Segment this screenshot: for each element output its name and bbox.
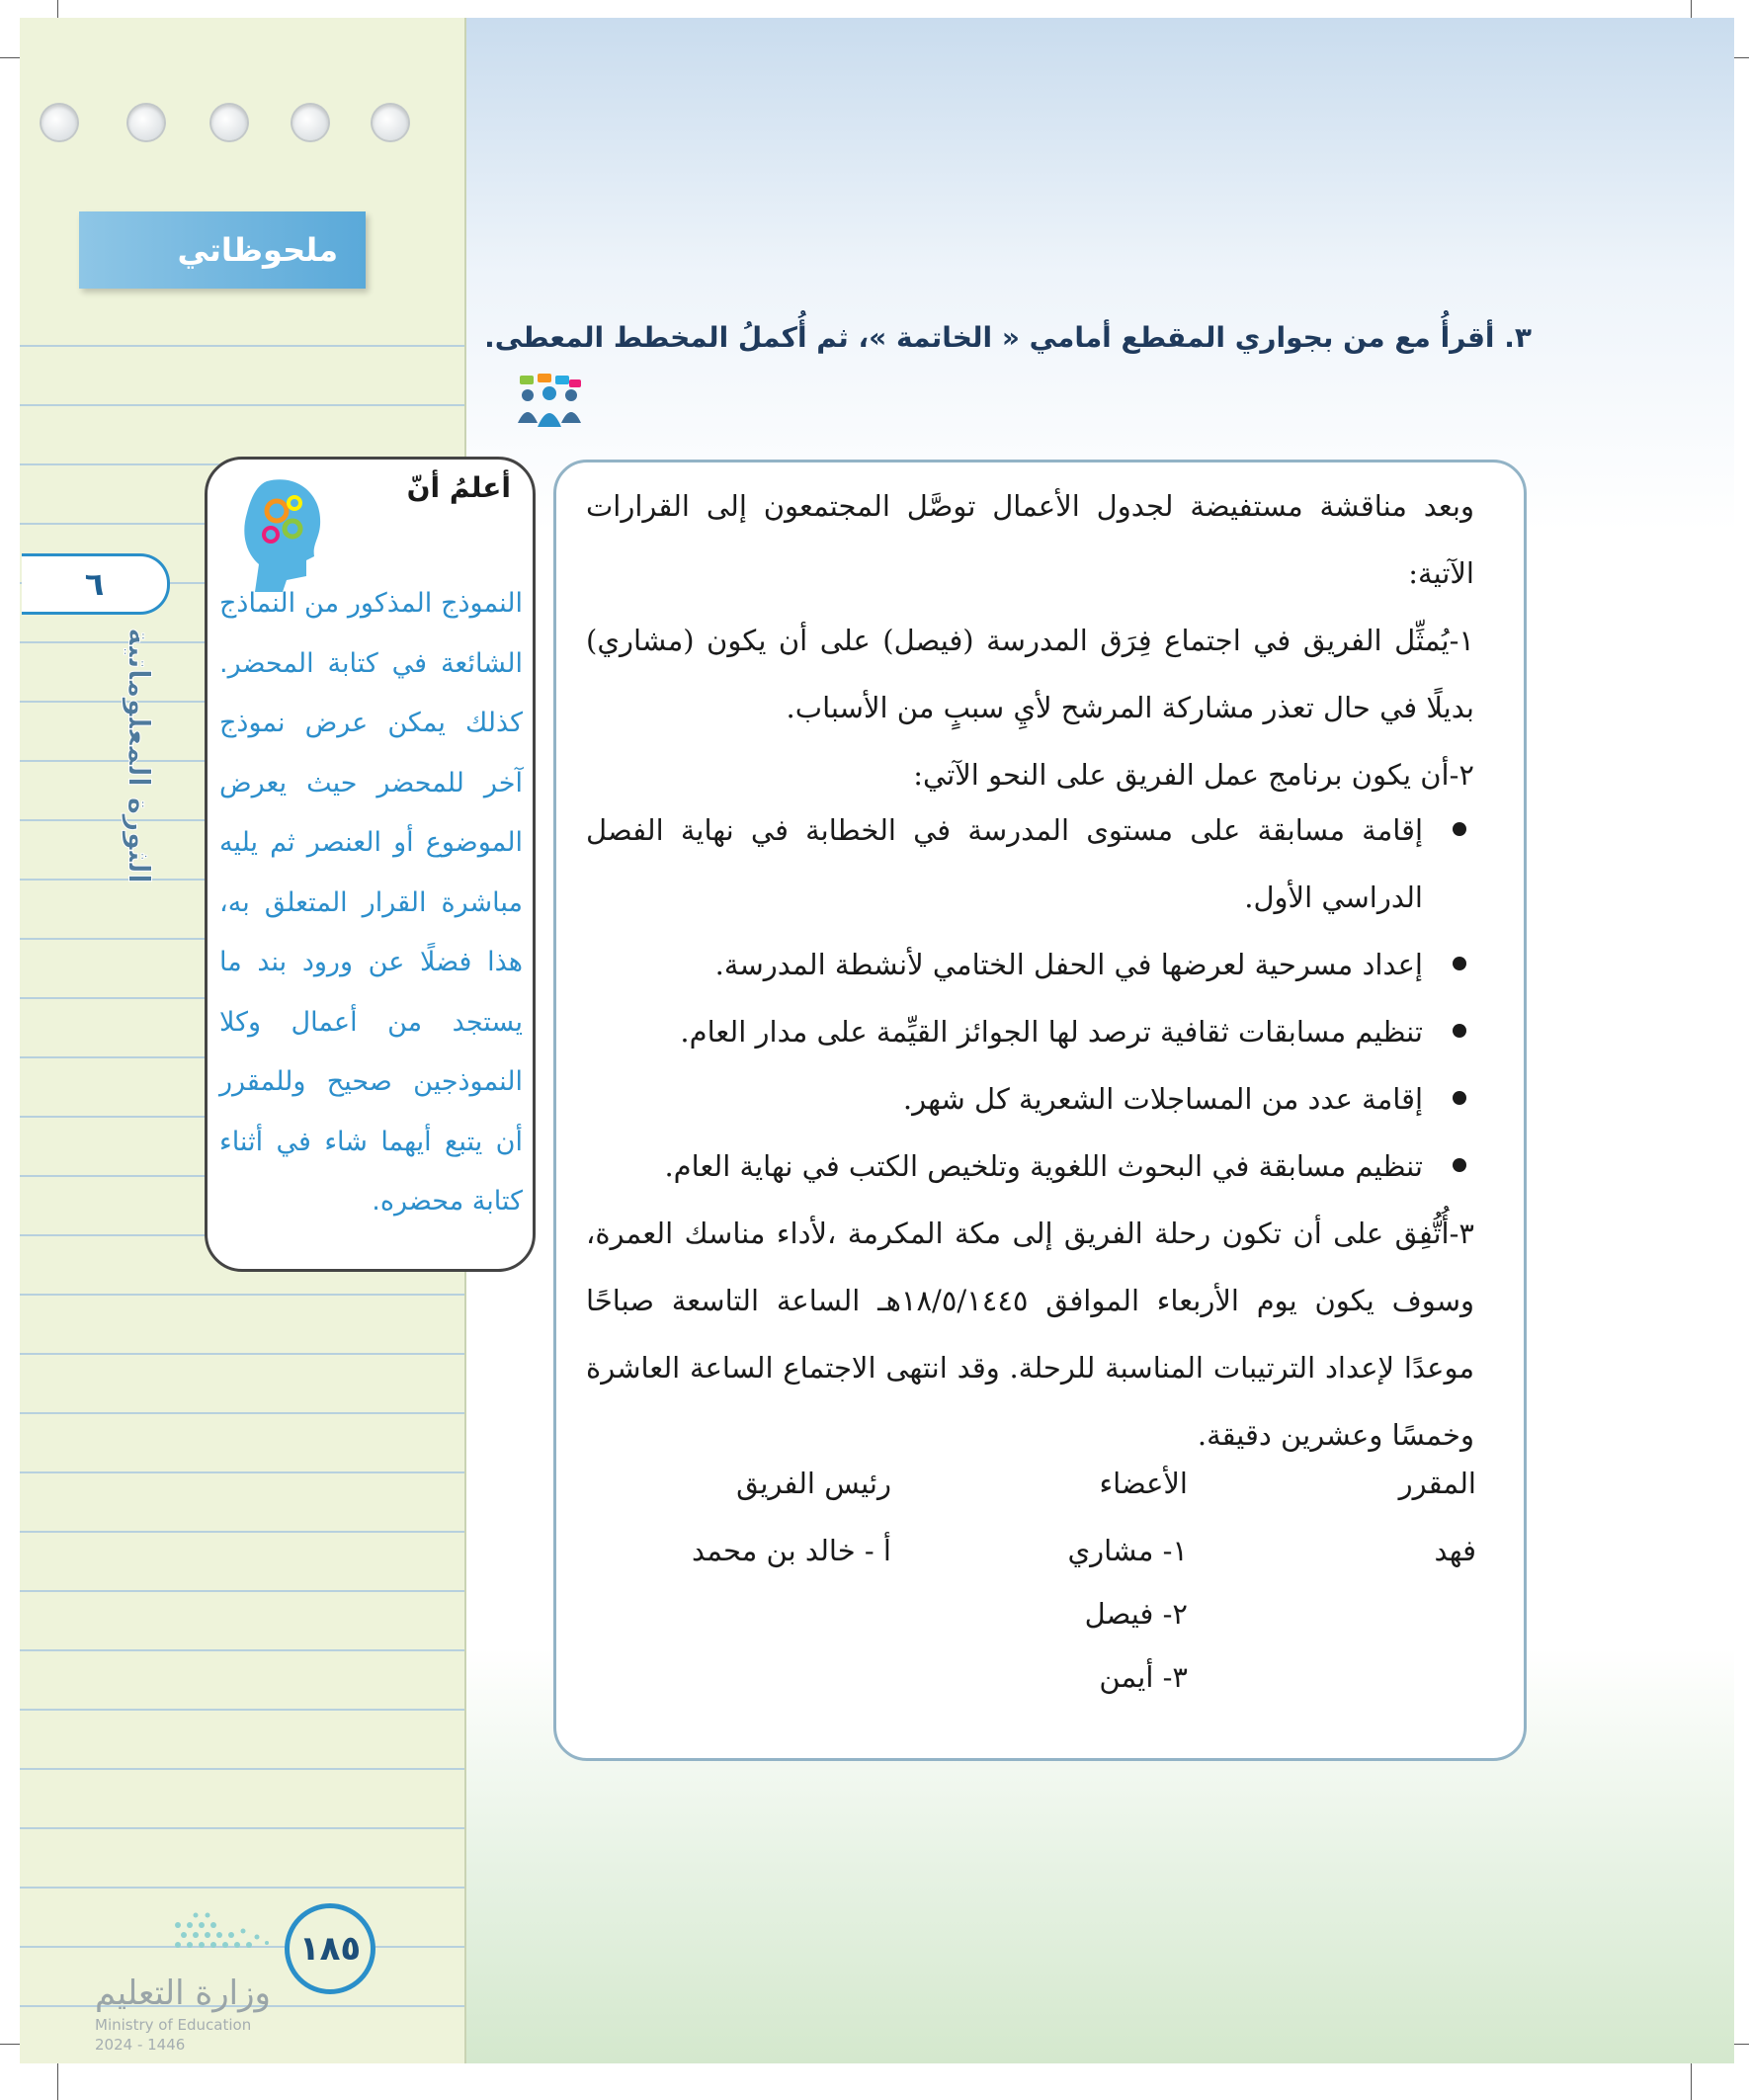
member-3: ٣- أيمن	[1099, 1660, 1188, 1694]
passage-intro: وبعد مناقشة مستفيضة لجدول الأعمال توصَّل المجتمعون إلى القرارات الآتية:	[586, 489, 1474, 590]
tip-title: أعلمُ أنّ	[406, 471, 511, 504]
crop-mark	[57, 2060, 58, 2100]
binder-hole	[373, 105, 408, 140]
edition-year: 2024 - 1446	[95, 2036, 186, 2054]
my-notes-label: ملحوظاتي	[177, 231, 338, 269]
member-2: ٢- فيصل	[1084, 1597, 1188, 1631]
binder-hole	[292, 105, 328, 140]
info-tip-box	[205, 457, 536, 1272]
binder-hole	[128, 105, 164, 140]
group-discussion-icon	[514, 374, 585, 429]
leader-label: رئيس الفريق	[736, 1467, 891, 1500]
page-number: ١٨٥	[285, 1903, 375, 1994]
members-label: الأعضاء	[1099, 1467, 1188, 1500]
reporter-label: المقرر	[1398, 1467, 1476, 1500]
meeting-minutes-passage	[553, 460, 1527, 1761]
list-item: إقامة عدد من المساجلات الشعرية كل شهر.	[586, 1065, 1474, 1133]
ministry-logo-dots	[168, 1905, 287, 1965]
chapter-title: الثورة المعلوماتية	[121, 628, 156, 884]
leader-name: أ - خالد بن محمد	[692, 1534, 891, 1567]
binder-hole	[42, 105, 77, 140]
exercise-instruction: ٣. أقرأُ مع من بجواري المقطع أمامي « الخاتمة »، ثم أُكملُ المخطط المعطى.	[484, 321, 1532, 354]
reporter-name: فهد	[1434, 1534, 1476, 1567]
ministry-name-arabic: وزارة التعليم	[95, 1974, 271, 2013]
tip-body: النموذج المذكور من النماذج الشائعة في كتابة المحضر. كذلك يمكن عرض نموذج آخر للمحضر حيث يعرض الموضوع أو العنصر ثم يليه مباشرة القرار المتعلق به، هذا فضلًا عن ورود بند ما يستجد من أعمال وكلا النموذجين صحيح وللمقرر أن يتبع أيهما شاء في أثناء كتابة محضره.	[219, 588, 523, 1217]
list-item: إقامة مسابقة على مستوى المدرسة في الخطابة في نهاية الفصل الدراسي الأول.	[586, 797, 1474, 931]
crop-mark	[1691, 2060, 1692, 2100]
member-1: ١- مشاري	[1067, 1534, 1188, 1567]
list-item: تنظيم مسابقات ثقافية ترصد لها الجوائز القيِّمة على مدار العام.	[586, 998, 1474, 1065]
program-list	[586, 797, 1474, 1200]
chapter-number-badge	[22, 553, 170, 615]
list-item: تنظيم مسابقة في البحوث اللغوية وتلخيص الكتب في نهاية العام.	[586, 1133, 1474, 1200]
my-notes-tab	[79, 211, 366, 289]
chapter-number: ٦	[84, 565, 105, 603]
list-item: إعداد مسرحية لعرضها في الحفل الختامي لأنشطة المدرسة.	[586, 931, 1474, 998]
decision-1: ١-يُمثِّل الفريق في اجتماع فِرَق المدرسة (فيصل) على أن يكون (مشاري) بديلًا في حال تعذر مشاركة المرشح لأيِ سببٍ من الأسباب.	[586, 624, 1474, 724]
binder-hole	[211, 105, 247, 140]
decision-3: ٣-أُتُّفِق على أن تكون رحلة الفريق إلى مكة المكرمة ،لأداء مناسك العمرة، وسوف يكون يوم الأربعاء الموافق ١٨/٥/١٤٤٥هـ الساعة التاسعة صباحًا موعدًا لإعداد الترتيبات المناسبة للرحلة. وقد انتهى الاجتماع الساعة العاشرة وخمسًا وعشرين دقيقة.	[586, 1217, 1474, 1452]
decision-2: ٢-أن يكون برنامج عمل الفريق على النحو الآتي:	[913, 758, 1474, 792]
chapter-title-vertical	[114, 628, 163, 884]
ministry-name-english: Ministry of Education	[95, 2016, 252, 2034]
